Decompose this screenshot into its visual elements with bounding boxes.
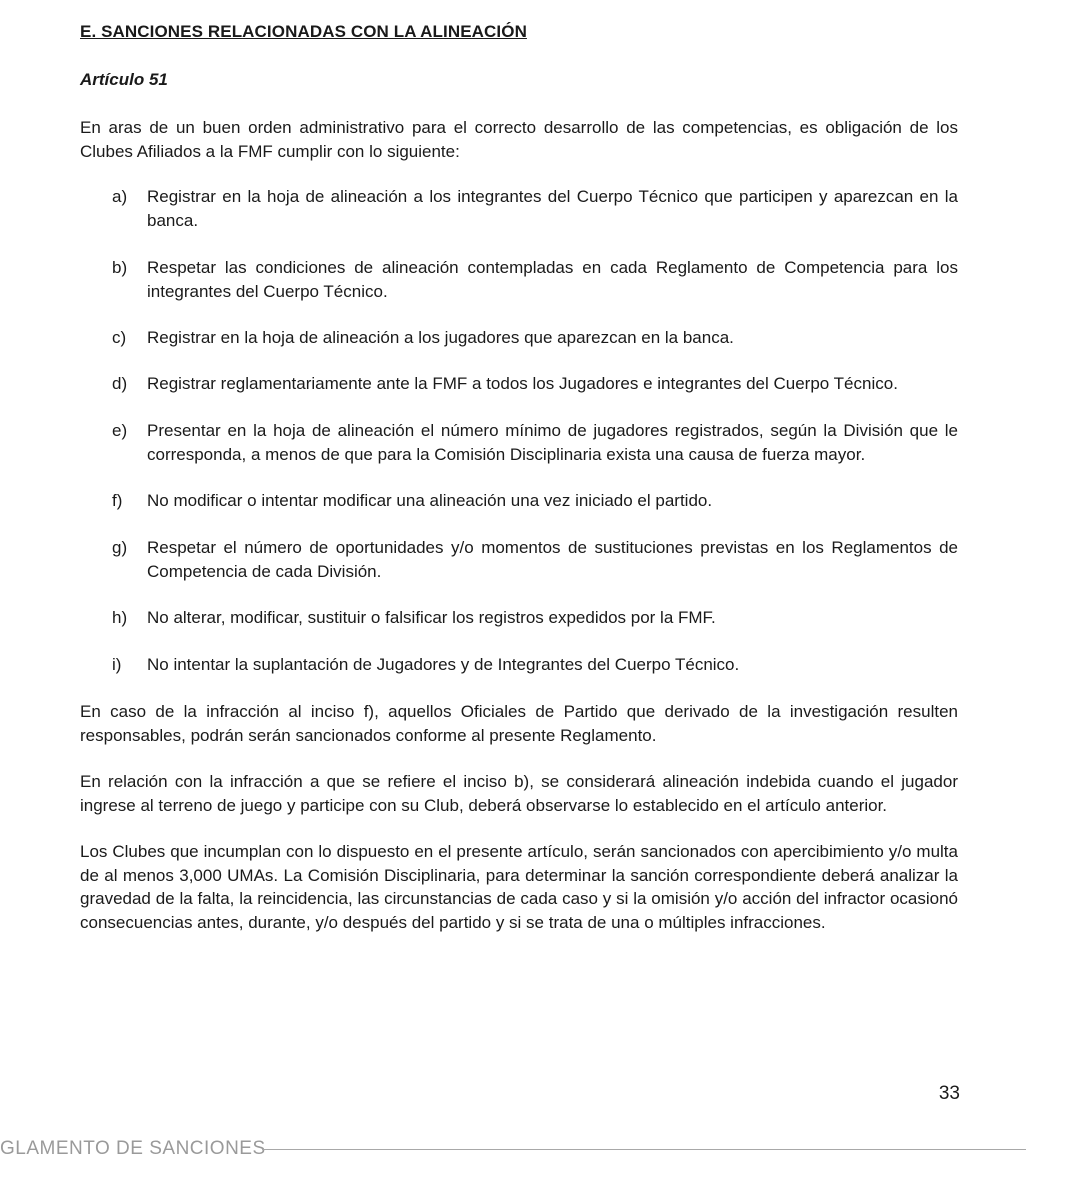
page-number: 33 (938, 1083, 960, 1104)
list-item-f (112, 489, 958, 513)
list-item-g (112, 536, 958, 583)
list-marker: f) (112, 491, 123, 510)
paragraph-infraction-f: En caso de la infracción al inciso f), aquellos Oficiales de Partido que derivado de la investigación resulten responsables, podrán serán sancionados conforme al presente Reglamento. (80, 702, 958, 745)
list-text: No alterar, modificar, sustituir o falsificar los registros expedidos por la FMF. (147, 608, 716, 627)
list-item-h (112, 606, 958, 630)
intro-paragraph: En aras de un buen orden administrativo para el correcto desarrollo de las competencias, es obligación de los Clubes Afiliados a la FMF cumplir con lo siguiente: (80, 118, 958, 161)
footer-divider (262, 1149, 1026, 1150)
list-item-c (112, 326, 958, 350)
list-marker: i) (112, 655, 122, 674)
list-marker: c) (112, 328, 127, 347)
list-item-a (112, 185, 958, 232)
list-item-e (112, 419, 958, 466)
paragraph-infraction-b: En relación con la infracción a que se refiere el inciso b), se considerará alineación indebida cuando el jugador ingrese al terreno de juego y participe con su Club, deberá observarse lo establecido en el artículo anterior. (80, 772, 958, 815)
list-text: No intentar la suplantación de Jugadores y de Integrantes del Cuerpo Técnico. (147, 655, 740, 674)
footer-label: GLAMENTO DE SANCIONES (0, 1138, 266, 1159)
list-text: Respetar el número de oportunidades y/o momentos de sustituciones previstas en los Reglamentos de Competencia de cada División. (147, 538, 958, 581)
list-marker: b) (112, 258, 128, 277)
list-text: Presentar en la hoja de alineación el número mínimo de jugadores registrados, según la División que le corresponda, a menos de que para la Comisión Disciplinaria exista una causa de fuerza mayor. (147, 421, 958, 464)
list-item-d (112, 372, 958, 396)
list-marker: h) (112, 608, 128, 627)
list-text: Registrar en la hoja de alineación a los jugadores que aparezcan en la banca. (147, 328, 734, 347)
paragraph-sanctions: Los Clubes que incumplan con lo dispuesto en el presente artículo, serán sancionados con apercibimiento y/o multa de al menos 3,000 UMAs. La Comisión Disciplinaria, para determinar la sanción correspondiente deberá analizar la gravedad de la falta, la reincidencia, las circunstancias de cada caso y si la omisión y/o acción del infractor ocasionó consecuencias antes, durante, y/o después del partido y si se trata de una o múltiples infracciones. (80, 842, 958, 932)
list-item-i (112, 653, 958, 677)
section-heading: E. SANCIONES RELACIONADAS CON LA ALINEACIÓN (80, 22, 527, 41)
list-marker: d) (112, 374, 128, 393)
list-text: No modificar o intentar modificar una alineación una vez iniciado el partido. (147, 491, 713, 510)
list-text: Respetar las condiciones de alineación contempladas en cada Reglamento de Competencia para los integrantes del Cuerpo Técnico. (147, 258, 958, 301)
article-title: Artículo 51 (80, 70, 168, 89)
list-text: Registrar en la hoja de alineación a los integrantes del Cuerpo Técnico que participen y aparezcan en la banca. (147, 187, 958, 230)
list-marker: g) (112, 538, 128, 557)
list-item-b (112, 256, 958, 303)
list-text: Registrar reglamentariamente ante la FMF a todos los Jugadores e integrantes del Cuerpo Técnico. (147, 374, 898, 393)
list-marker: e) (112, 421, 128, 440)
list-marker: a) (112, 187, 128, 206)
